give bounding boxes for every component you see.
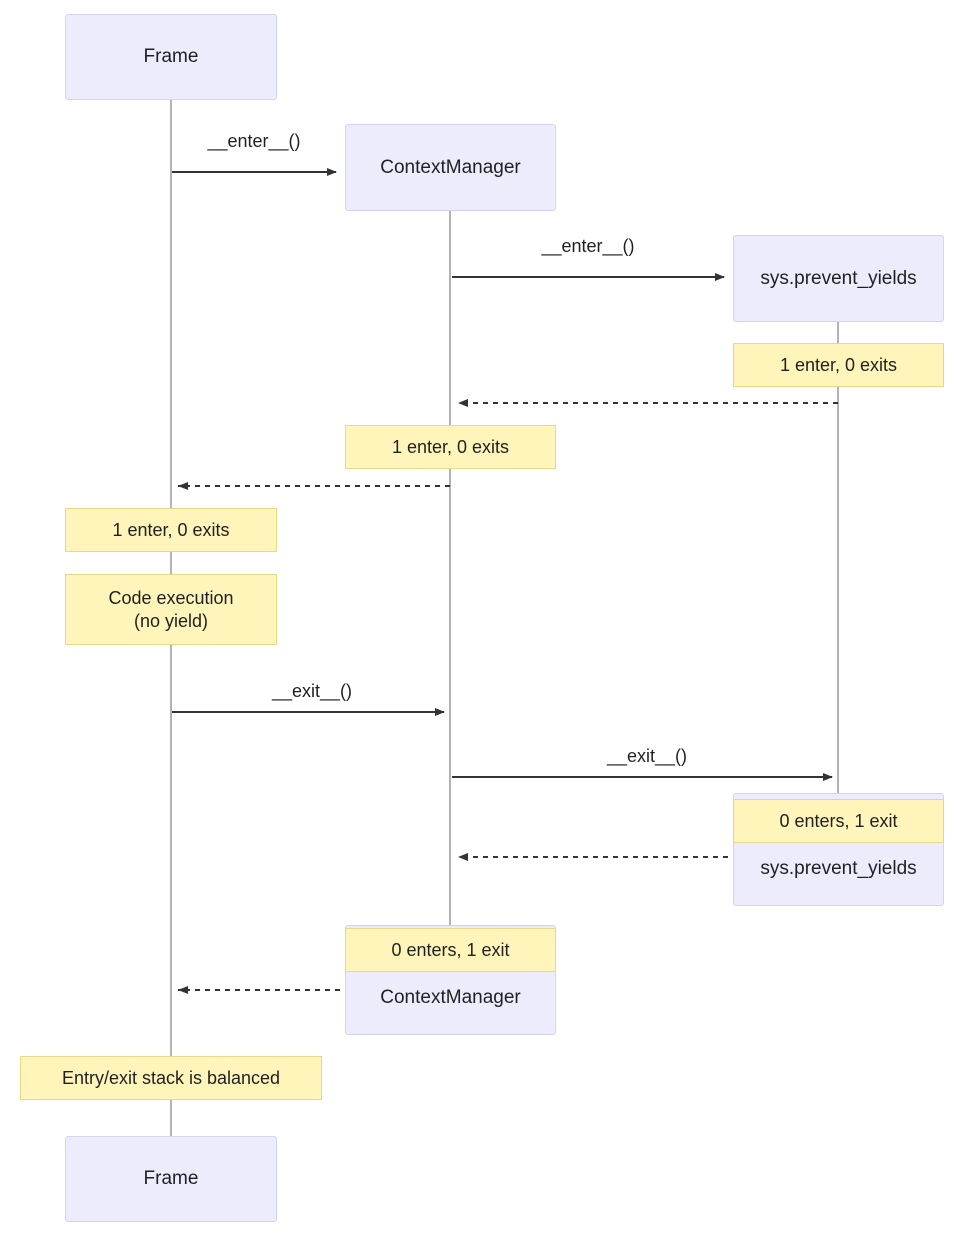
note-text: 1 enter, 0 exits (112, 519, 230, 540)
note-text: 0 enters, 1 exit (779, 810, 898, 831)
participant-label: sys.prevent_yields (760, 857, 917, 879)
note-text-line1: Code execution (108, 588, 234, 608)
note-balanced (20, 1056, 322, 1100)
participant-frame-top[interactable] (65, 14, 277, 100)
message-text: __enter__() (207, 131, 301, 151)
participant-label: Frame (143, 1168, 199, 1190)
note-cm-exit (345, 928, 556, 972)
note-text-line2: (no yield) (133, 610, 209, 631)
note-code-execution (65, 574, 277, 645)
participant-sys-prevent-yields-top[interactable] (733, 235, 944, 322)
note-text: Entry/exit stack is balanced (61, 1067, 281, 1088)
note-cm-enter (345, 425, 556, 469)
note-frame-enter (65, 508, 277, 552)
participant-frame-bottom[interactable] (65, 1136, 277, 1222)
participant-label: sys.prevent_yields (760, 267, 917, 289)
note-sys-exit (733, 799, 944, 843)
participant-label: Frame (143, 46, 199, 68)
message-label-cm-to-sys-exit (588, 746, 706, 767)
participant-label: ContextManager (380, 987, 521, 1009)
participant-label: ContextManager (380, 156, 521, 178)
note-text: 0 enters, 1 exit (391, 939, 510, 960)
message-text: __enter__() (541, 236, 635, 256)
note-text: 1 enter, 0 exits (779, 354, 898, 375)
message-text: __exit__() (271, 681, 353, 701)
note-text: 1 enter, 0 exits (391, 436, 510, 457)
note-sys-enter (733, 343, 944, 387)
message-text: __exit__() (606, 746, 688, 766)
participant-contextmanager-top[interactable] (345, 124, 556, 211)
message-label-frame-to-cm-exit (253, 681, 371, 702)
message-label-cm-to-sys-enter (524, 236, 652, 257)
message-label-frame-to-cm-enter (190, 131, 318, 152)
